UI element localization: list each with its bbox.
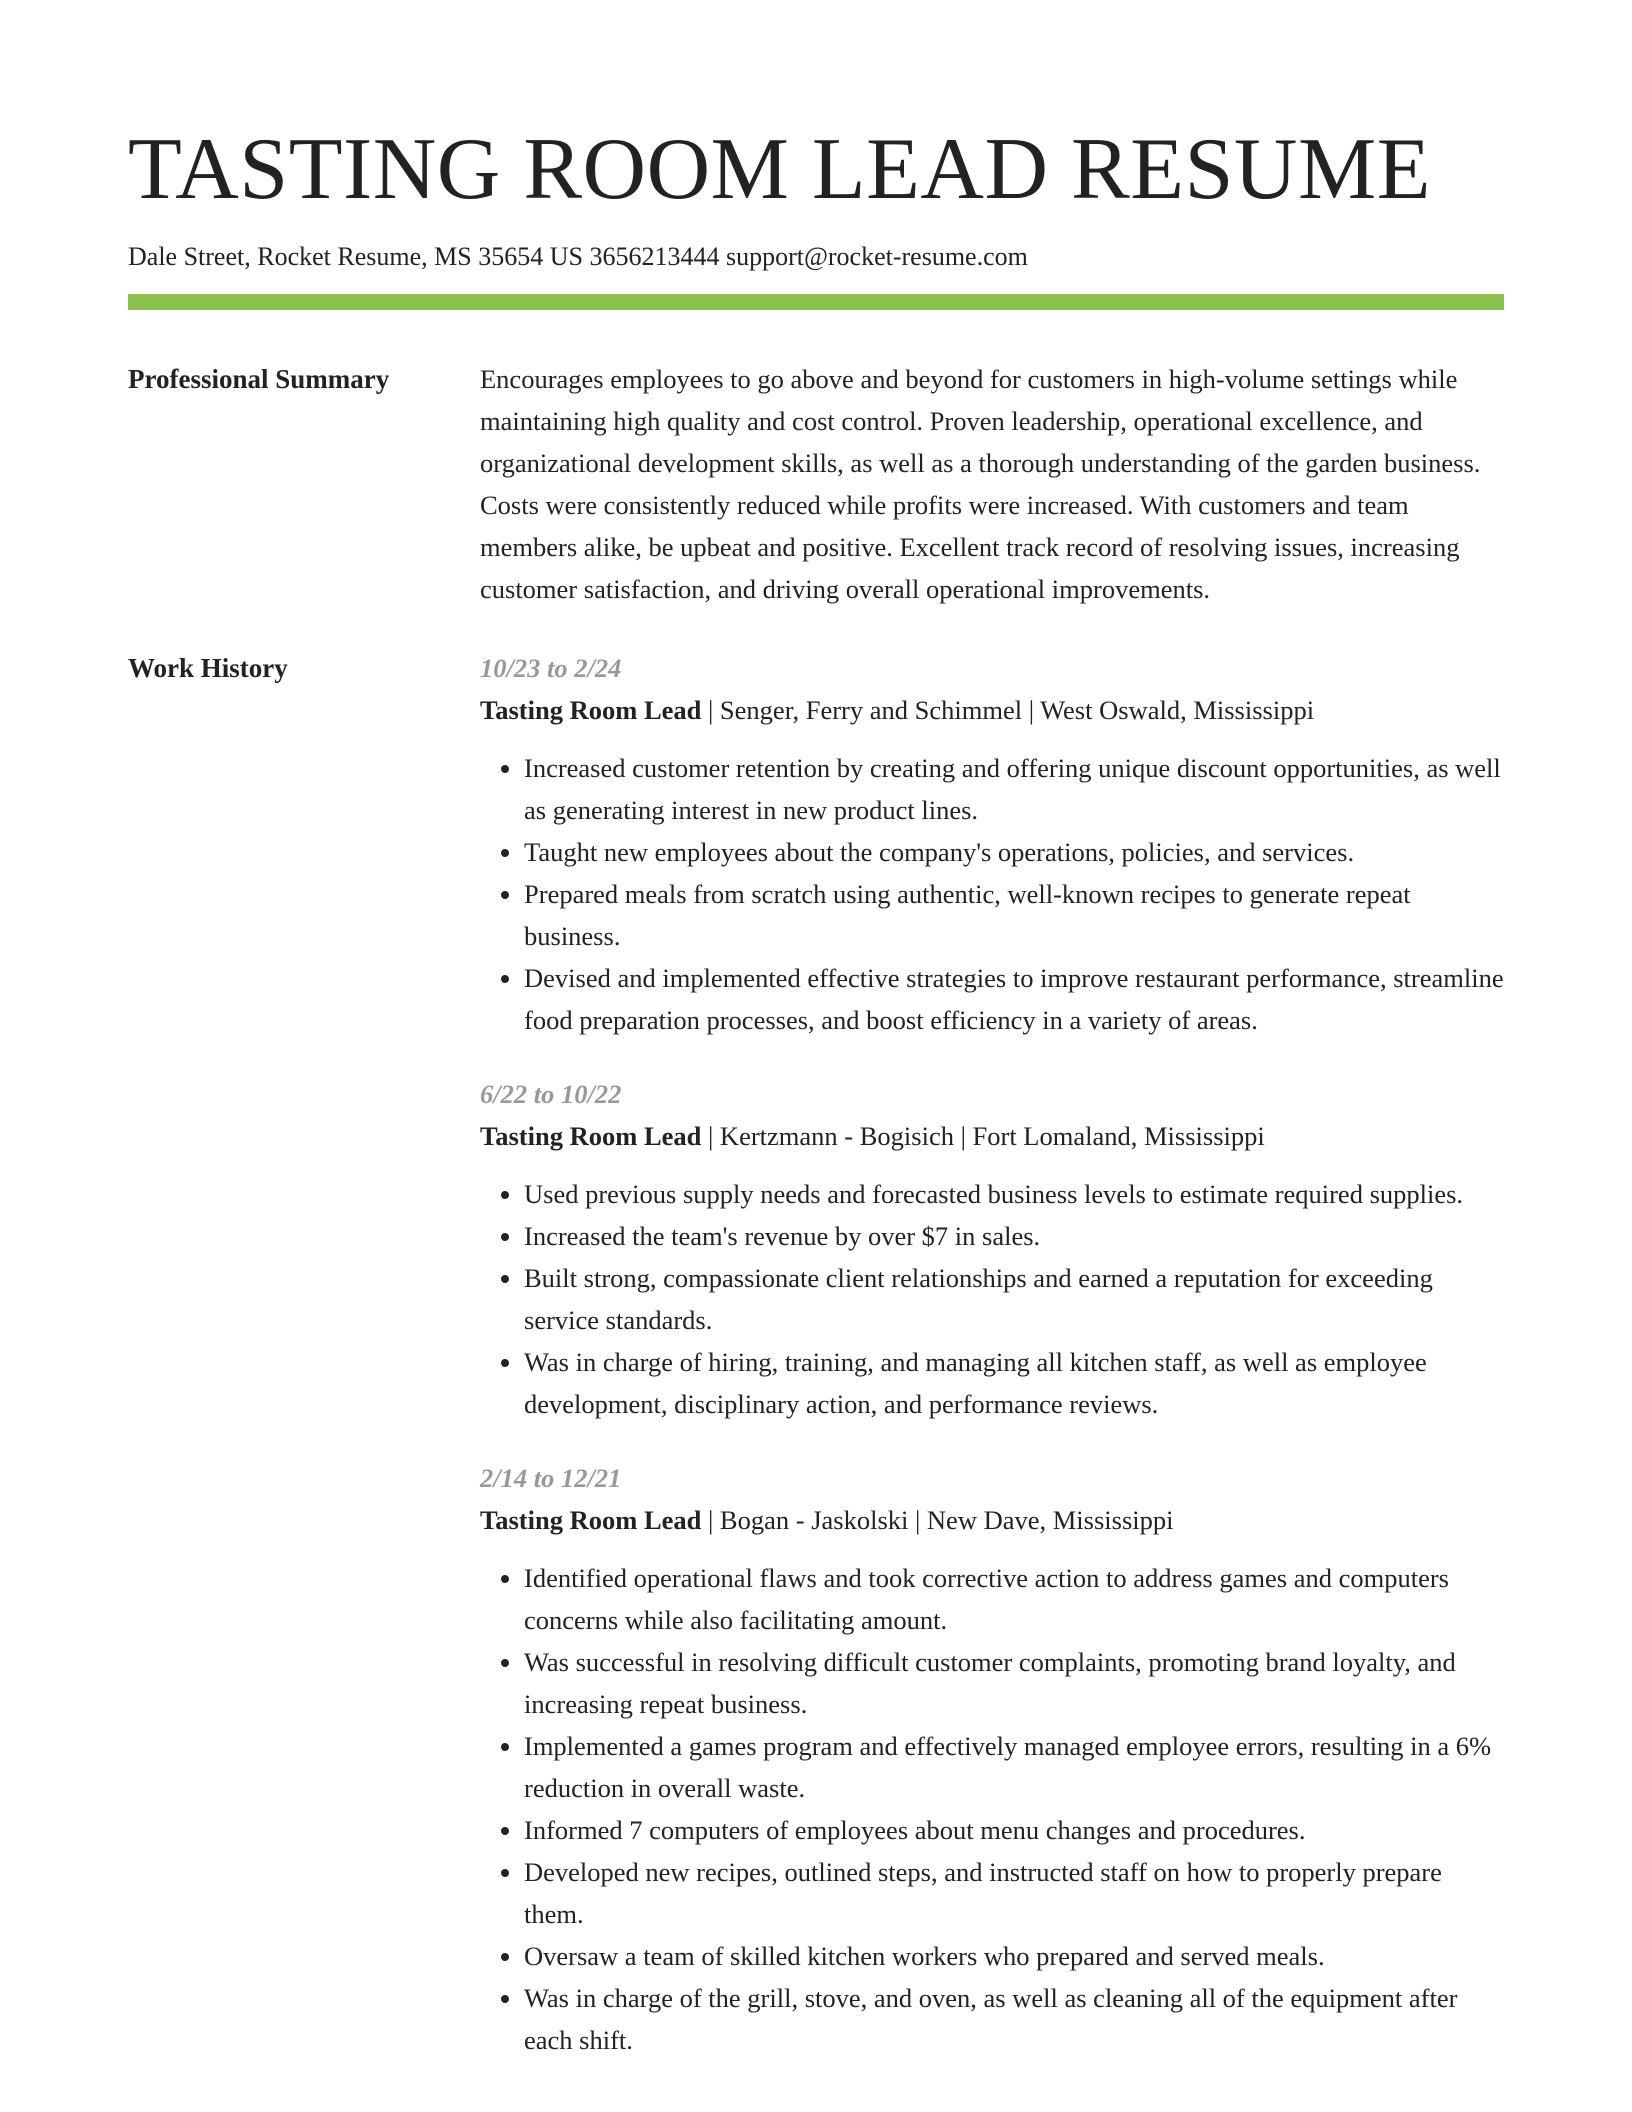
- job-dates: 10/23 to 2/24: [480, 653, 622, 683]
- job-list-container: [480, 647, 1504, 2093]
- section-label-summary: Professional Summary: [128, 364, 390, 394]
- job-bullet-list: [480, 1173, 1504, 1425]
- job-bullet-list: [480, 747, 1504, 1041]
- job-company-location: | Bogan - Jaskolski | New Dave, Mississippi: [701, 1505, 1174, 1535]
- job-bullet: • Built strong, compassionate client relationships and earned a reputation for exceeding service standards.: [524, 1257, 1504, 1341]
- job-bullet: • Increased customer retention by creating and offering unique discount opportunities, as well as generating interest in new product lines.: [524, 747, 1504, 831]
- accent-divider: [128, 294, 1504, 310]
- job-bullet: • Increased the team's revenue by over $7 in sales.: [524, 1215, 1504, 1257]
- job-bullet: • Identified operational flaws and took corrective action to address games and computers concerns while also facilitating amount.: [524, 1557, 1504, 1641]
- job-title: Tasting Room Lead: [480, 695, 702, 725]
- job-bullet: • Was in charge of hiring, training, and managing all kitchen staff, as well as employee development, disciplinary action, and performance reviews.: [524, 1341, 1504, 1425]
- job-header: [480, 689, 1504, 731]
- job-company-location: | Senger, Ferry and Schimmel | West Oswald, Mississippi: [701, 695, 1315, 725]
- job-entry: [480, 647, 1504, 1041]
- job-bullet: • Informed 7 computers of employees about menu changes and procedures.: [524, 1809, 1504, 1851]
- job-title: Tasting Room Lead: [480, 1505, 702, 1535]
- contact-line: Dale Street, Rocket Resume, MS 35654 US 3656213444 support@rocket-resume.com: [128, 242, 1028, 271]
- job-title: Tasting Room Lead: [480, 1121, 702, 1151]
- resume-page: [128, 118, 1504, 2093]
- job-bullet: • Used previous supply needs and forecasted business levels to estimate required supplies.: [524, 1173, 1504, 1215]
- job-header: [480, 1115, 1504, 1157]
- work-history-section: [128, 647, 1504, 2093]
- job-bullet: • Was in charge of the grill, stove, and oven, as well as cleaning all of the equipment after each shift.: [524, 1977, 1504, 2061]
- job-bullet: • Oversaw a team of skilled kitchen workers who prepared and served meals.: [524, 1935, 1504, 1977]
- job-bullet: • Implemented a games program and effectively managed employee errors, resulting in a 6% reduction in overall waste.: [524, 1725, 1504, 1809]
- resume-title: TASTING ROOM LEAD RESUME: [128, 121, 1431, 218]
- job-company-location: | Kertzmann - Bogisich | Fort Lomaland, Mississippi: [701, 1121, 1265, 1151]
- job-dates: 2/14 to 12/21: [480, 1463, 622, 1493]
- job-bullet: • Prepared meals from scratch using authentic, well-known recipes to generate repeat business.: [524, 873, 1504, 957]
- job-bullet-list: [480, 1557, 1504, 2061]
- summary-text: Encourages employees to go above and beyond for customers in high-volume settings while maintaining high quality and cost control. Proven leadership, operational excellence, and organizational development skills, as well as a thorough understanding of the garden business. Costs were consistently reduced while profits were increased. With customers and team members alike, be upbeat and positive. Excellent track record of resolving issues, increasing customer satisfaction, and driving overall operational improvements.: [480, 364, 1481, 604]
- job-bullet: • Taught new employees about the company's operations, policies, and services.: [524, 831, 1504, 873]
- job-header: [480, 1499, 1504, 1541]
- job-bullet: • Devised and implemented effective strategies to improve restaurant performance, streamline food preparation processes, and boost efficiency in a variety of areas.: [524, 957, 1504, 1041]
- section-label-work-history: Work History: [128, 653, 288, 683]
- professional-summary-section: [128, 358, 1504, 610]
- job-bullet: • Was successful in resolving difficult customer complaints, promoting brand loyalty, and increasing repeat business.: [524, 1641, 1504, 1725]
- job-entry: [480, 1073, 1504, 1425]
- job-entry: [480, 1457, 1504, 2061]
- job-dates: 6/22 to 10/22: [480, 1079, 622, 1109]
- job-bullet: • Developed new recipes, outlined steps, and instructed staff on how to properly prepare them.: [524, 1851, 1504, 1935]
